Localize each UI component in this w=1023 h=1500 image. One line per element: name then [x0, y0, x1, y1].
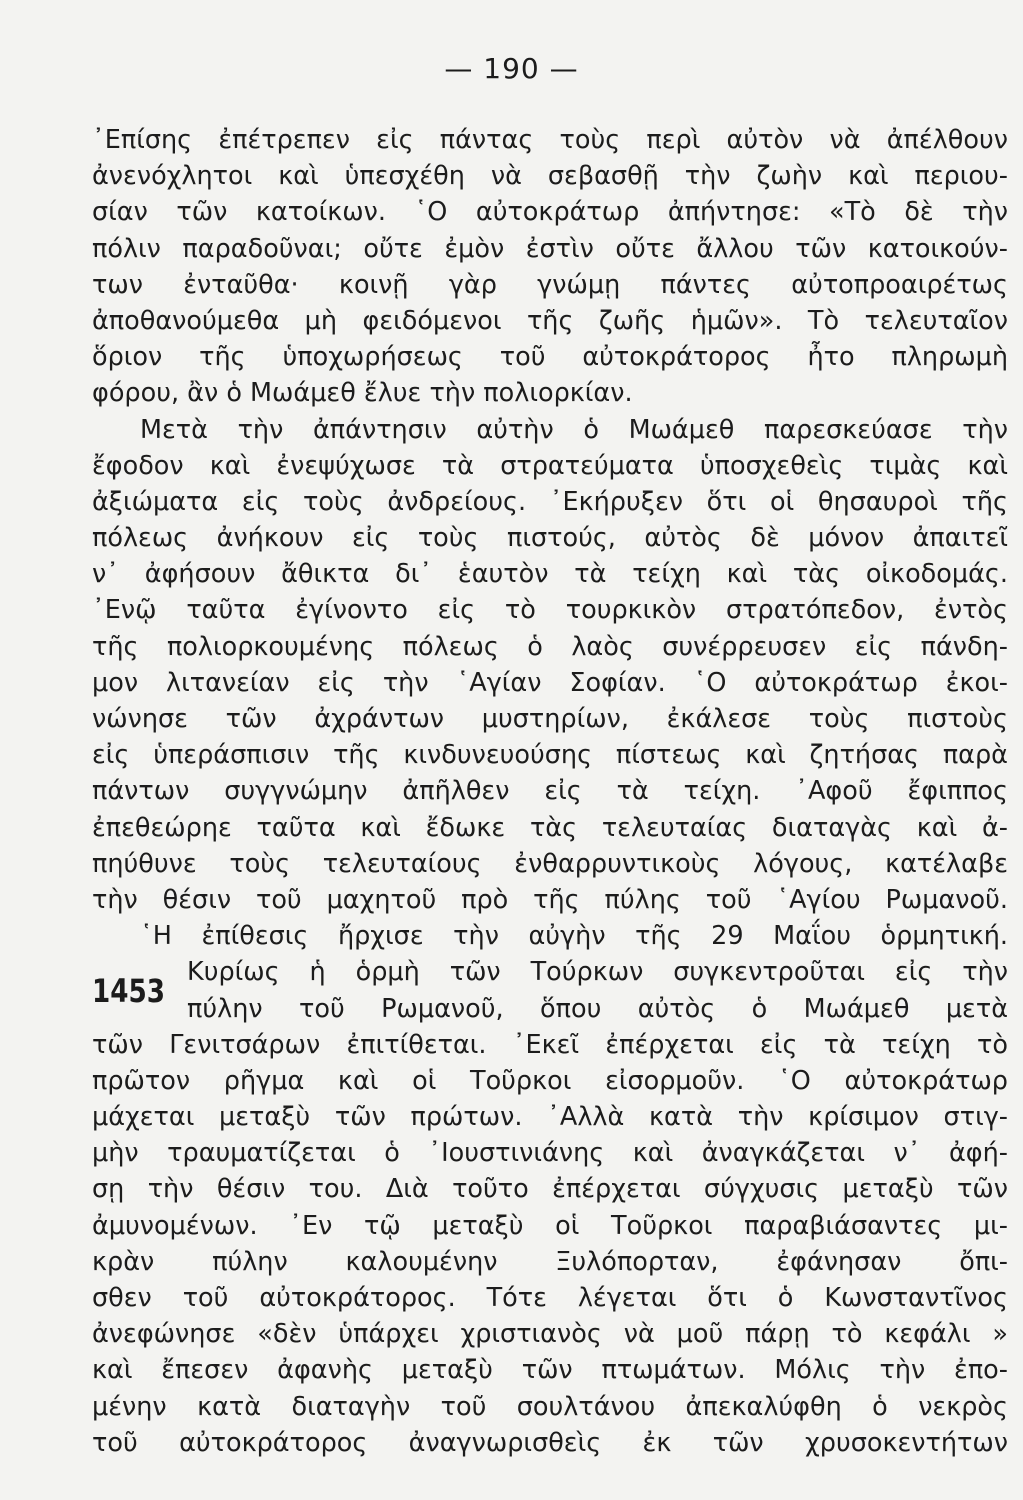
text-line: ἀμυνομένων. ᾿Εν τῷ μεταξὺ οἱ Τοῦρκοι παραβιάσαντες μι-	[92, 1210, 1008, 1241]
text-line: σίαν τῶν κατοίκων. ῾Ο αὐτοκράτωρ ἀπήντησε: «Τὸ δὲ τὴν	[92, 197, 1008, 228]
page-number: — 190 —	[444, 52, 579, 85]
text-line: πόλεως ἀνήκουν εἰς τοὺς πιστούς, αὐτὸς δὲ μόνον ἀπαιτεῖ	[92, 523, 1008, 554]
text-line: ἐπεθεώρηε ταῦτα καὶ ἔδωκε τὰς τελευταίας διαταγὰς καὶ ἀ-	[92, 812, 1008, 843]
text-line: ἀνενόχλητοι καὶ ὑπεσχέθη νὰ σεβασθῇ τὴν ζωὴν καὶ περιου-	[92, 161, 1008, 192]
text-line: σθεν τοῦ αὐτοκράτορος. Τότε λέγεται ὅτι ὁ Κωνσταντῖνος	[92, 1283, 1008, 1313]
text-line: ῾Η ἐπίθεσις ἤρχισε τὴν αὐγὴν τῆς 29 Μαΐου ὁρμητική.	[140, 921, 1008, 952]
text-line: ἀξιώματα εἰς τοὺς ἀνδρείους. ᾿Εκήρυξεν ὅτι οἱ θησαυροὶ τῆς	[92, 486, 1008, 517]
text-line: ἀνεφώνησε «δὲν ὑπάρχει χριστιανὸς νὰ μοῦ πάρῃ τὸ κεφάλι »	[92, 1319, 1008, 1350]
text-line: τῶν Γενιτσάρων ἐπιτίθεται. ᾿Εκεῖ ἐπέρχεται εἰς τὰ τείχη τὸ	[92, 1029, 1008, 1060]
body-text	[92, 122, 1008, 1461]
text-line: πηύθυνε τοὺς τελευταίους ἐνθαρρυντικοὺς λόγους, κατέλαβε	[92, 848, 1008, 879]
text-line: μένην κατὰ διαταγὴν τοῦ σουλτάνου ἀπεκαλύφθη ὁ νεκρὸς	[92, 1391, 1008, 1422]
text-line: ᾿Ενῷ ταῦτα ἐγίνοντο εἰς τὸ τουρκικὸν στρατόπεδον, ἐντὸς	[92, 595, 1008, 626]
text-line: Κυρίως ἡ ὁρμὴ τῶν Τούρκων συγκεντροῦται εἰς τὴν	[187, 957, 1008, 988]
text-line: πόλιν παραδοῦναι; οὔτε ἐμὸν ἐστὶν οὔτε ἄλλου τῶν κατοικούν-	[92, 233, 1008, 264]
text-line: πρῶτον ρῆγμα καὶ οἱ Τοῦρκοι εἰσορμοῦν. ῾Ο αὐτοκράτωρ	[92, 1065, 1008, 1096]
text-line: πύλην τοῦ Ρωμανοῦ, ὅπου αὐτὸς ὁ Μωάμεθ μετὰ	[187, 993, 1008, 1024]
text-line: καὶ ἔπεσεν ἀφανὴς μεταξὺ τῶν πτωμάτων. Μόλις τὴν ἐπο-	[92, 1355, 1008, 1386]
text-line: τῆς πολιορκουμένης πόλεως ὁ λαὸς συνέρρευσεν εἰς πάνδη-	[92, 631, 1008, 662]
text-line: πάντων συγγνώμην ἀπῆλθεν εἰς τὰ τείχη. ᾿Αφοῦ ἔφιππος	[92, 776, 1008, 807]
text-line: μάχεται μεταξὺ τῶν πρώτων. ᾿Αλλὰ κατὰ τὴν κρίσιμον στιγ-	[92, 1102, 1008, 1133]
text-line: μον λιτανείαν εἰς τὴν ῾Αγίαν Σοφίαν. ῾Ο αὐτοκράτωρ ἐκοι-	[92, 667, 1008, 698]
text-line: νώνησε τῶν ἀχράντων μυστηρίων, ἐκάλεσε τοὺς πιστοὺς	[92, 704, 1008, 734]
text-line: των ἐνταῦθα· κοινῇ γὰρ γνώμῃ πάντες αὐτοπροαιρέτως	[92, 269, 1008, 300]
margin-year-note: 1453	[92, 972, 166, 1010]
text-line: σῃ τὴν θέσιν του. Διὰ τοῦτο ἐπέρχεται σύγχυσις μεταξὺ τῶν	[92, 1174, 1008, 1205]
text-line: κρὰν πύλην καλουμένην Ξυλόπορταν, ἐφάνησαν ὄπι-	[92, 1246, 1008, 1277]
text-line: φόρου, ἂν ὁ Μωάμεθ ἔλυε τὴν πολιορκίαν.	[92, 378, 633, 409]
text-line: ν᾿ ἀφήσουν ἄθικτα δι᾿ ἑαυτὸν τὰ τείχη καὶ τὰς οἰκοδομάς.	[92, 559, 1008, 590]
text-line: ἔφοδον καὶ ἐνεψύχωσε τὰ στρατεύματα ὑποσχεθεὶς τιμὰς καὶ	[92, 450, 1008, 481]
text-line: τὴν θέσιν τοῦ μαχητοῦ πρὸ τῆς πύλης τοῦ ῾Αγίου Ρωμανοῦ.	[92, 884, 1008, 915]
text-line: Μετὰ τὴν ἀπάντησιν αὐτὴν ὁ Μωάμεθ παρεσκεύασε τὴν	[140, 414, 1008, 445]
text-line: ᾿Επίσης ἐπέτρεπεν εἰς πάντας τοὺς περὶ αὐτὸν νὰ ἀπέλθουν	[92, 125, 1008, 155]
text-line: μὴν τραυματίζεται ὁ ᾿Ιουστινιάνης καὶ ἀναγκάζεται ν᾿ ἀφή-	[92, 1138, 1008, 1169]
text-line: τοῦ αὐτοκράτορος ἀναγνωρισθεὶς ἐκ τῶν χρυσοκεντήτων	[92, 1427, 1008, 1458]
text-line: ὅριον τῆς ὑποχωρήσεως τοῦ αὐτοκράτορος ἦτο πληρωμὴ	[92, 342, 1008, 373]
text-line: εἰς ὑπεράσπισιν τῆς κινδυνευούσης πίστεως καὶ ζητήσας παρὰ	[92, 740, 1008, 771]
text-line: ἀποθανούμεθα μὴ φειδόμενοι τῆς ζωῆς ἡμῶν». Τὸ τελευταῖον	[92, 305, 1008, 336]
